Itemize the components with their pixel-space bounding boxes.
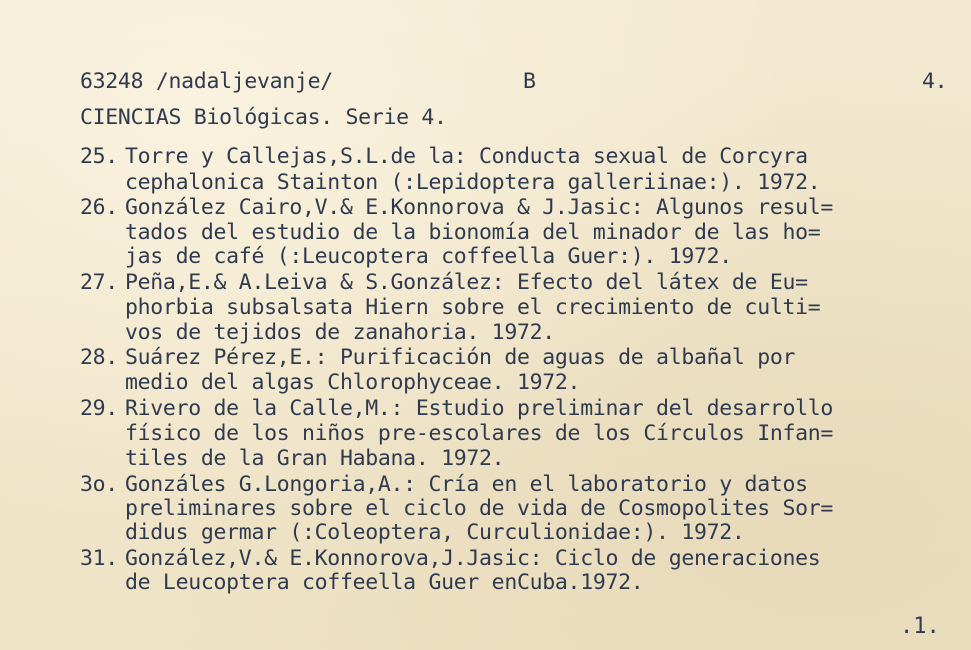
entry-line: Suárez Pérez,E.: Purificación de aguas de albañal por: [125, 345, 796, 370]
catalog-number: 63248 /nadaljevanje/: [80, 69, 333, 94]
entry-line: González,V.& E.Konnorova,J.Jasic: Ciclo de generaciones: [125, 546, 821, 571]
entry-number: 28.: [80, 345, 118, 370]
entry-line: físico de los niños pre-escolares de los Círculos Infan=: [125, 421, 834, 446]
entry-line: Peña,E.& A.Leiva & S.González: Efecto del látex de Eu=: [125, 270, 808, 295]
continuation-mark: .1.: [900, 614, 940, 639]
entry-line: preliminares sobre el ciclo de vida de Cosmopolites Sor=: [125, 496, 834, 521]
entry-line: de Leucoptera coffeella Guer enCuba.1972.: [125, 570, 644, 595]
entry-line: didus germar (:Coleoptera, Curculionidae:). 1972.: [125, 520, 745, 545]
card-number: 4.: [922, 69, 948, 94]
entry-line: Gonzáles G.Longoria,A.: Cría en el laboratorio y datos: [125, 472, 808, 497]
entry-number: 3o.: [80, 472, 118, 497]
entry-line: González Cairo,V.& E.Konnorova & J.Jasic: Algunos resul=: [125, 195, 834, 220]
entry-line: tados del estudio de la bionomía del minador de las ho=: [125, 220, 821, 245]
entry-line: vos de tejidos de zanahoria. 1972.: [125, 320, 555, 345]
entry-line: jas de café (:Leucoptera coffeella Guer:). 1972.: [125, 244, 732, 269]
entry-line: cephalonica Stainton (:Lepidoptera galleriinae:). 1972.: [125, 170, 821, 195]
entry-number: 29.: [80, 396, 118, 421]
entry-number: 25.: [80, 144, 118, 169]
entry-line: tiles de la Gran Habana. 1972.: [125, 446, 505, 471]
entry-line: medio del algas Chlorophyceae. 1972.: [125, 370, 581, 395]
entry-number: 27.: [80, 270, 118, 295]
section-letter: B: [523, 69, 536, 94]
entry-number: 26.: [80, 195, 118, 220]
series-heading: CIENCIAS Biológicas. Serie 4.: [80, 105, 447, 130]
entry-line: phorbia subsalsata Hiern sobre el crecimiento de culti=: [125, 295, 821, 320]
entry-line: Rivero de la Calle,M.: Estudio preliminar del desarrollo: [125, 396, 834, 421]
entry-line: Torre y Callejas,S.L.de la: Conducta sexual de Corcyra: [125, 144, 808, 169]
entry-number: 31.: [80, 546, 118, 571]
